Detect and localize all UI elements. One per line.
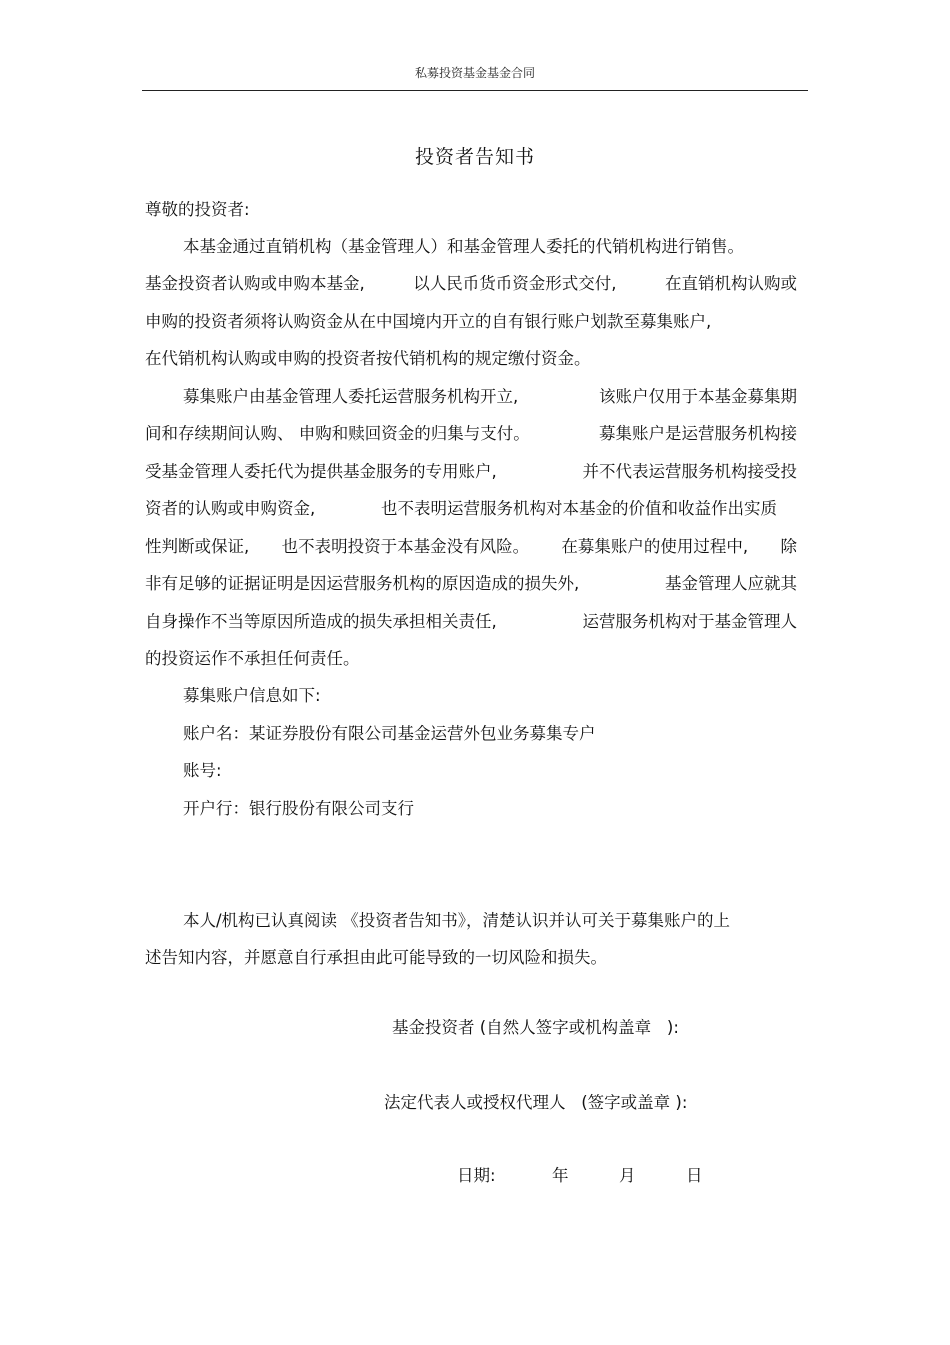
text-segment: 运营服务机构对于基金管理人 [582,612,797,631]
date-month: 月 [619,1166,636,1185]
text-segment: 也不表明运营服务机构对本基金的价值和收益作出实质 [381,499,777,518]
paragraph-2-line [145,537,797,557]
running-header: 私募投资基金基金合同 [414,66,535,80]
paragraph-2-line [183,387,797,407]
paragraph-2-line [145,612,797,632]
paragraph-2-line [145,574,797,594]
paragraph-1-line [145,274,797,294]
header-divider [142,90,808,91]
text-segment: 募集账户由基金管理人委托运营服务机构开立, [183,387,519,406]
paragraph-1-line: 申购的投资者须将认购资金从在中国境内开立的自有银行账户划款至募集账户, [145,312,712,331]
text-segment: 募集账户是运营服务机构接 [599,424,797,443]
text-segment: 间和存续期间认购、 申购和赎回资金的归集与支付。 [145,424,530,443]
text-segment: 以人民币货币资金形式交付, [413,274,617,293]
paragraph-1-line: 本基金通过直销机构（基金管理人）和基金管理人委托的代销机构进行销售。 [183,237,744,256]
document-title: 投资者告知书 [414,146,535,168]
paragraph-2-line [145,499,777,519]
account-intro: 募集账户信息如下: [183,686,321,705]
text-segment: 受基金管理人委托代为提供基金服务的专用账户, [145,462,497,481]
account-name: 账户名：某证券股份有限公司基金运营外包业务募集专户 [183,724,596,743]
text-segment: 在直销机构认购或 [665,274,797,293]
text-segment: 自身操作不当等原因所造成的损失承担相关责任, [145,612,497,631]
text-segment: 该账户仅用于本基金募集期 [599,387,797,406]
account-bank: 开户行：银行股份有限公司支行 [183,799,414,818]
text-segment: 非有足够的证据证明是因运营服务机构的原因造成的损失外, [145,574,580,593]
text-segment: 性判断或保证, [145,537,250,556]
text-segment: 基金管理人应就其 [665,574,797,593]
date-year: 年 [552,1166,569,1185]
account-number: 账号: [183,761,222,780]
text-segment: 也不表明投资于本基金没有风险。 [281,537,530,556]
paragraph-2-line [145,424,797,444]
date-label: 日期: [457,1166,496,1185]
text-segment: 除 [780,537,797,556]
paragraph-2-line: 的投资运作不承担任何责任。 [145,649,360,668]
text-segment: 资者的认购或申购资金, [145,499,316,518]
text-segment: 基金投资者认购或申购本基金, [145,274,365,293]
investor-signature-field: 基金投资者 (自然人签字或机构盖章 ): [392,1018,679,1037]
text-segment: 并不代表运营服务机构接受投 [582,462,797,481]
date-day: 日 [686,1166,703,1185]
acknowledgement-line: 述告知内容，并愿意自行承担由此可能导致的一切风险和损失。 [145,948,607,967]
paragraph-2-line [145,462,797,482]
text-segment: 在募集账户的使用过程中, [561,537,749,556]
acknowledgement-line: 本人/机构已认真阅读 《投资者告知书》，清楚认识并认可关于募集账户的上 [183,911,731,930]
salutation: 尊敬的投资者: [145,200,250,219]
paragraph-1-line: 在代销机构认购或申购的投资者按代销机构的规定缴付资金。 [145,349,591,368]
representative-signature-field: 法定代表人或授权代理人 (签字或盖章 ): [384,1093,688,1112]
